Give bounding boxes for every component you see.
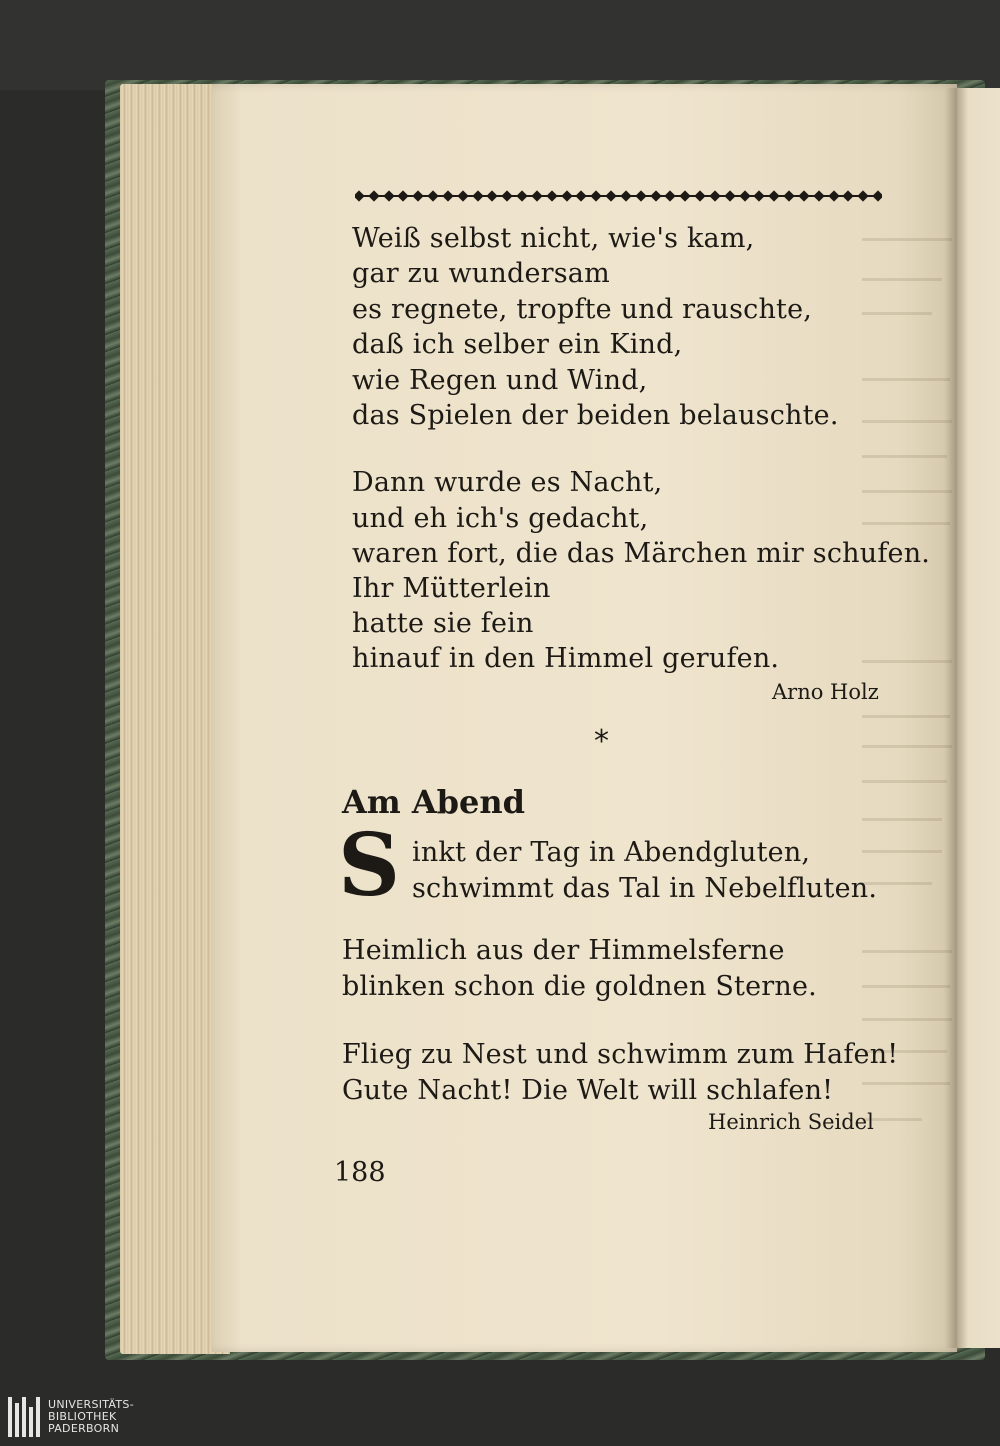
poem-line: und eh ich's gedacht, — [352, 503, 649, 534]
poem-line: inkt der Tag in Abendgluten, — [412, 837, 811, 868]
logo-line: BIBLIOTHEK — [48, 1410, 117, 1423]
poem-line: daß ich selber ein Kind, — [352, 329, 683, 360]
poem-line: schwimmt das Tal in Nebelfluten. — [412, 873, 878, 904]
gutter-shadow — [945, 88, 967, 1348]
poem-line: blinken schon die goldnen Sterne. — [342, 971, 817, 1002]
backdrop — [0, 0, 1000, 90]
poem-line: Weiß selbst nicht, wie's kam, — [352, 223, 755, 254]
poem-line: Dann wurde es Nacht, — [352, 467, 663, 498]
logo-bars-icon — [8, 1397, 40, 1437]
logo-line: UNIVERSITÄTS- — [48, 1398, 134, 1411]
poem-author: Heinrich Seidel — [708, 1110, 874, 1134]
poem-title: Am Abend — [342, 783, 526, 821]
poem-line: waren fort, die das Märchen mir schufen. — [352, 538, 931, 569]
poem-line: es regnete, tropfte und rauschte, — [352, 294, 813, 325]
poem-line: Flieg zu Nest und schwimm zum Hafen! — [342, 1039, 899, 1070]
ornamental-rule — [355, 190, 882, 202]
poem-line: wie Regen und Wind, — [352, 365, 648, 396]
poem-author: Arno Holz — [772, 680, 879, 704]
logo-line: PADERBORN — [48, 1422, 120, 1435]
poem-line: Heimlich aus der Himmelsferne — [342, 935, 785, 966]
section-separator: * — [594, 724, 609, 759]
library-logo — [8, 1397, 134, 1437]
poem-line: hinauf in den Himmel gerufen. — [352, 643, 780, 674]
logo-text — [48, 1399, 134, 1435]
page-number: 188 — [334, 1157, 386, 1188]
poem-line: gar zu wundersam — [352, 258, 610, 289]
poem-line: Ihr Mütterlein — [352, 573, 551, 604]
poem-line: Gute Nacht! Die Welt will schlafen! — [342, 1075, 834, 1106]
drop-cap: S — [338, 815, 401, 916]
poem-line: hatte sie fein — [352, 608, 534, 639]
poem-line: das Spielen der beiden belauschte. — [352, 400, 839, 431]
